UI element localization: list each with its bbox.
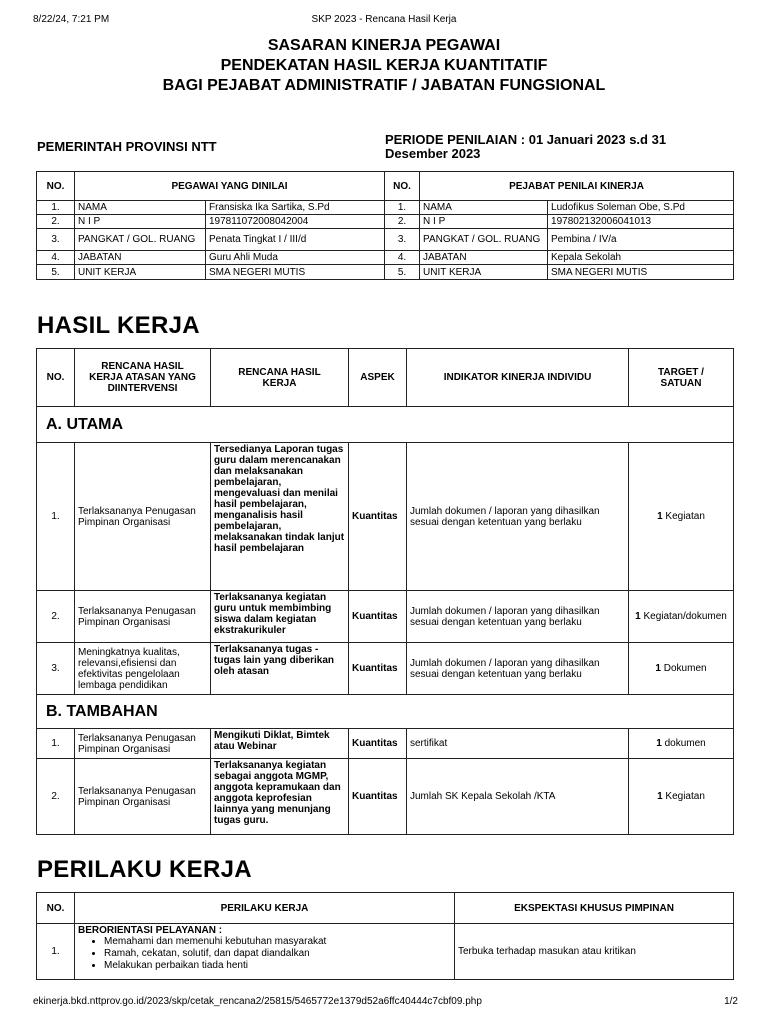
col-employee: PEGAWAI YANG DINILAI — [75, 172, 385, 201]
hasil-kerja-row — [37, 643, 734, 695]
indikator-cell: Jumlah SK Kepala Sekolah /KTA — [407, 759, 629, 835]
field-label: N I P — [420, 215, 548, 229]
row-number: 1. — [37, 201, 75, 215]
aspek-cell: Kuantitas — [349, 759, 407, 835]
indikator-cell: Jumlah dokumen / laporan yang dihasilkan sesuai dengan ketentuan yang berlaku — [407, 591, 629, 643]
rencana-hasil-cell: Terlaksananya tugas - tugas lain yang diberikan oleh atasan — [211, 643, 349, 695]
footer-url: ekinerja.bkd.nttprov.go.id/2023/skp/cetak_rencana2/25815/5465772e1379d52a6ffc40444c7cbf09.php — [33, 996, 482, 1007]
target-unit: Kegiatan — [665, 791, 705, 802]
hasil-kerja-row — [37, 443, 734, 591]
rencana-atasan-cell: Terlaksananya Penugasan Pimpinan Organisasi — [75, 729, 211, 759]
field-value: Fransiska Ika Sartika, S.Pd — [206, 201, 385, 215]
row-number: 3. — [385, 229, 420, 251]
field-label: NAMA — [420, 201, 548, 215]
assessment-period: PERIODE PENILAIAN : 01 Januari 2023 s.d 31 Desember 2023 — [385, 132, 667, 161]
target-number: 1 — [656, 738, 662, 749]
col-perilaku: PERILAKU KERJA — [75, 893, 455, 924]
perilaku-cell — [75, 924, 455, 980]
field-label: JABATAN — [420, 251, 548, 265]
field-value: Penata Tingkat I / III/d — [206, 229, 385, 251]
indikator-cell: Jumlah dokumen / laporan yang dihasilkan sesuai dengan ketentuan yang berlaku — [407, 443, 629, 591]
rencana-hasil-cell: Mengikuti Diklat, Bimtek atau Webinar — [211, 729, 349, 759]
row-number: 5. — [385, 265, 420, 280]
target-unit: dokumen — [664, 738, 706, 749]
row-number: 1. — [385, 201, 420, 215]
field-label: PANGKAT / GOL. RUANG — [420, 229, 548, 251]
identity-header-row — [37, 172, 734, 201]
perilaku-item: • Melakukan perbaikan tiada henti — [104, 960, 451, 972]
title-line-1: SASARAN KINERJA PEGAWAI — [267, 37, 501, 54]
print-datetime: 8/22/24, 7:21 PM — [33, 14, 110, 25]
field-value: SMA NEGERI MUTIS — [206, 265, 385, 280]
row-number: 5. — [37, 265, 75, 280]
row-number: 1. — [37, 924, 75, 980]
title-line-2: PENDEKATAN HASIL KERJA KUANTITATIF — [220, 57, 548, 74]
row-number: 1. — [37, 443, 75, 591]
field-value: Kepala Sekolah — [548, 251, 734, 265]
perilaku-title: BERORIENTASI PELAYANAN : — [78, 925, 223, 936]
target-cell — [629, 729, 734, 759]
perilaku-list — [78, 936, 451, 972]
identity-row — [37, 201, 734, 215]
target-unit: Dokumen — [663, 663, 707, 674]
aspek-cell: Kuantitas — [349, 443, 407, 591]
rencana-hasil-cell: Terlaksananya kegiatan sebagai anggota MGMP, anggota kepramukaan dan anggota keprofesian lainnya yang menunjang tugas guru. — [211, 759, 349, 835]
rencana-hasil-cell: Tersedianya Laporan tugas guru dalam merencanakan dan melaksanakan pembelajaran, mengevaluasi dan menilai hasil pembelajaran, menganalisis hasil pembelajaran, melaksanakan tindak lanjut hasil pembelajaran — [211, 443, 349, 591]
col-ekspektasi: EKSPEKTASI KHUSUS PIMPINAN — [455, 893, 734, 924]
hasil-header-row — [37, 349, 734, 407]
identity-table — [36, 171, 734, 280]
section-tambahan-label: B. TAMBAHAN — [37, 695, 734, 729]
section-utama-row — [37, 407, 734, 443]
perilaku-item: • Memahami dan memenuhi kebutuhan masyarakat — [104, 936, 451, 948]
document-titles — [0, 36, 768, 96]
footer-page: 1/2 — [724, 996, 738, 1007]
aspek-cell: Kuantitas — [349, 643, 407, 695]
field-value: Pembina / IV/a — [548, 229, 734, 251]
target-cell — [629, 591, 734, 643]
target-cell — [629, 443, 734, 591]
field-value: 197811072008042004 — [206, 215, 385, 229]
target-number: 1 — [657, 791, 663, 802]
field-label: PANGKAT / GOL. RUANG — [75, 229, 206, 251]
row-number: 3. — [37, 229, 75, 251]
col-no-2: NO. — [385, 172, 420, 201]
row-number: 4. — [37, 251, 75, 265]
identity-row — [37, 215, 734, 229]
target-number: 1 — [635, 611, 641, 622]
identity-row — [37, 229, 734, 251]
col-assessor: PEJABAT PENILAI KINERJA — [420, 172, 734, 201]
perilaku-header-row — [37, 893, 734, 924]
rencana-atasan-cell: Terlaksananya Penugasan Pimpinan Organisasi — [75, 443, 211, 591]
rencana-atasan-cell: Terlaksananya Penugasan Pimpinan Organisasi — [75, 591, 211, 643]
perilaku-row — [37, 924, 734, 980]
field-value: Ludofikus Soleman Obe, S.Pd — [548, 201, 734, 215]
identity-row — [37, 265, 734, 280]
target-number: 1 — [657, 511, 663, 522]
perilaku-kerja-heading: PERILAKU KERJA — [37, 856, 252, 883]
row-number: 1. — [37, 729, 75, 759]
row-number: 2. — [37, 591, 75, 643]
row-number: 2. — [37, 759, 75, 835]
rencana-atasan-cell: Meningkatnya kualitas, relevansi,efisiensi dan efektivitas pengelolaan lembaga pendidikan — [75, 643, 211, 695]
row-number: 2. — [37, 215, 75, 229]
target-unit: Kegiatan/dokumen — [643, 611, 727, 622]
target-cell — [629, 643, 734, 695]
rencana-hasil-cell: Terlaksananya kegiatan guru untuk membimbing siswa dalam kegiatan ekstrakurikuler — [211, 591, 349, 643]
hasil-kerja-row — [37, 591, 734, 643]
section-utama-label: A. UTAMA — [37, 407, 734, 443]
hasil-kerja-row — [37, 759, 734, 835]
title-line-3: BAGI PEJABAT ADMINISTRATIF / JABATAN FUNGSIONAL — [162, 77, 606, 94]
col-no: NO. — [37, 893, 75, 924]
col-atasan: RENCANA HASIL KERJA ATASAN YANG DIINTERVENSI — [75, 349, 211, 407]
aspek-cell: Kuantitas — [349, 729, 407, 759]
hasil-kerja-table — [36, 348, 734, 835]
rencana-atasan-cell: Terlaksananya Penugasan Pimpinan Organisasi — [75, 759, 211, 835]
target-cell — [629, 759, 734, 835]
field-label: JABATAN — [75, 251, 206, 265]
target-unit: Kegiatan — [665, 511, 705, 522]
hasil-kerja-row — [37, 729, 734, 759]
col-rencana: RENCANA HASIL KERJA — [211, 349, 349, 407]
perilaku-item: • Ramah, cekatan, solutif, dan dapat diandalkan — [104, 948, 451, 960]
col-aspek: ASPEK — [349, 349, 407, 407]
field-label: UNIT KERJA — [75, 265, 206, 280]
target-number: 1 — [655, 663, 661, 674]
field-label: UNIT KERJA — [420, 265, 548, 280]
field-value: SMA NEGERI MUTIS — [548, 265, 734, 280]
indikator-cell: sertifikat — [407, 729, 629, 759]
row-number: 2. — [385, 215, 420, 229]
field-value: 197802132006041013 — [548, 215, 734, 229]
aspek-cell: Kuantitas — [349, 591, 407, 643]
section-tambahan-row — [37, 695, 734, 729]
ekspektasi-cell: Terbuka terhadap masukan atau kritikan — [455, 924, 734, 980]
identity-row — [37, 251, 734, 265]
row-number: 4. — [385, 251, 420, 265]
field-label: N I P — [75, 215, 206, 229]
perilaku-table — [36, 892, 734, 980]
col-indikator: INDIKATOR KINERJA INDIVIDU — [407, 349, 629, 407]
field-value: Guru Ahli Muda — [206, 251, 385, 265]
field-label: NAMA — [75, 201, 206, 215]
hasil-kerja-heading: HASIL KERJA — [37, 312, 200, 339]
organization: PEMERINTAH PROVINSI NTT — [37, 139, 217, 154]
col-no: NO. — [37, 349, 75, 407]
indikator-cell: Jumlah dokumen / laporan yang dihasilkan sesuai dengan ketentuan yang berlaku — [407, 643, 629, 695]
print-title: SKP 2023 - Rencana Hasil Kerja — [311, 14, 457, 25]
row-number: 3. — [37, 643, 75, 695]
col-no: NO. — [37, 172, 75, 201]
col-target: TARGET / SATUAN — [629, 349, 734, 407]
